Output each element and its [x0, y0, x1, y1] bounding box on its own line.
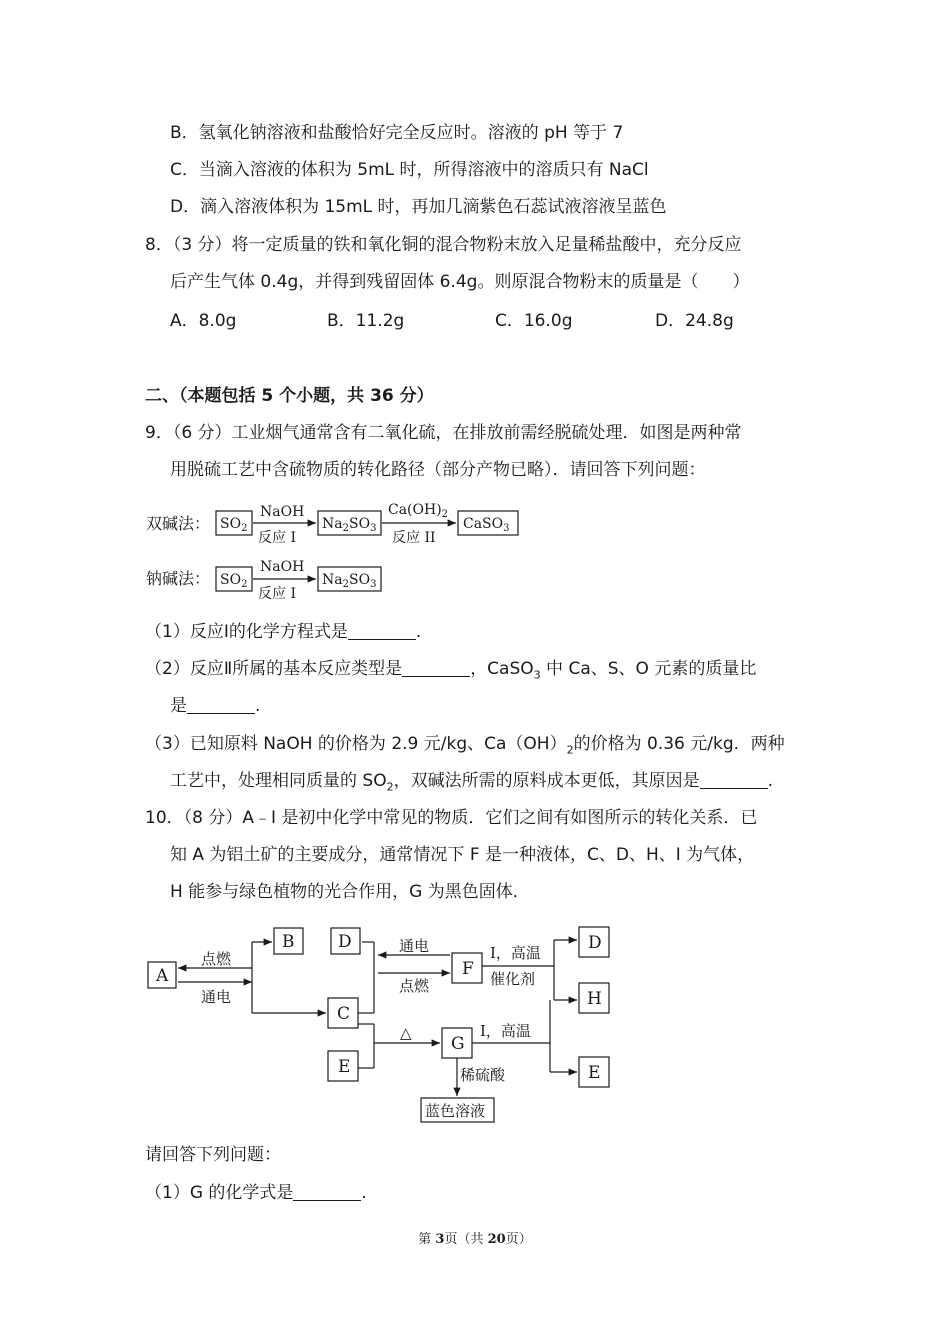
label-a: A [156, 966, 169, 986]
conversion-diagram [140, 918, 620, 1128]
label-acid: 稀硫酸 [460, 1066, 506, 1084]
caoh2-label: $Ca(OH)_2$ [388, 502, 449, 520]
q10-stem-line2: 知 A 为铝土矿的主要成分，通常情况下 F 是一种液体，C、D、H、I 为气体， [170, 845, 755, 865]
label-catalyst: 催化剂 [490, 970, 536, 988]
naoh-label-2: NaOH [260, 559, 305, 575]
q8-option-b: B．11.2g [327, 311, 405, 331]
reaction-2-label: 反应 II [392, 530, 436, 546]
desulfurization-diagram [140, 495, 540, 610]
label-h: H [587, 989, 602, 1009]
label-e-right: E [588, 1063, 601, 1083]
label-b: B [282, 932, 295, 952]
q9-stem-line2: 用脱硫工艺中含硫物质的转化路径（部分产物已略）．请回答下列问题： [170, 460, 706, 480]
label-g: G [451, 1034, 465, 1054]
answer-blank[interactable] [293, 1184, 361, 1201]
sodium-alkali-label: 钠碱法： [146, 569, 211, 588]
label-cond-g: I，高温 [480, 1022, 531, 1040]
q9-stem-line1: 9．（6 分）工业烟气通常含有二氧化硫，在排放前需经脱硫处理．如图是两种常 [145, 423, 742, 443]
label-f: F [462, 959, 474, 979]
q8-option-d: D．24.8g [655, 311, 734, 331]
double-alkali-label: 双碱法： [146, 514, 211, 533]
label-blue-solution: 蓝色溶液 [425, 1102, 486, 1120]
naoh-label-1: NaOH [260, 504, 305, 520]
label-d-left: D [338, 932, 352, 952]
label-e-left: E [338, 1057, 351, 1077]
label-electrolysis-a: 通电 [201, 988, 232, 1006]
svg-text:CaSO3: CaSO$_3$ [463, 516, 510, 534]
q8-option-a: A．8.0g [170, 311, 237, 331]
q9-sub1: （1）反应Ⅰ的化学方程式是 . [145, 622, 422, 642]
q7-option-c: C．当滴入溶液的体积为 5mL 时，所得溶液中的溶质只有 NaCl [170, 160, 649, 180]
answer-blank[interactable] [402, 660, 470, 677]
label-ignite-f: 点燃 [399, 977, 430, 995]
q8-option-c: C．16.0g [495, 311, 573, 331]
svg-text:Na2SO3: $Na_2SO_3$ [322, 516, 377, 534]
q9-sub2-cont: 是 . [170, 696, 261, 716]
q9-sub2: （2）反应Ⅱ所属的基本反应类型是 ，CaSO$_3$ 中 Ca、S、O 元素的质量比 [145, 659, 757, 682]
q7-option-b: B．氢氧化钠溶液和盐酸恰好完全反应时。溶液的 pH 等于 7 [170, 123, 624, 143]
section-title: 二、（本题包括 5 个小题，共 36 分） [145, 386, 434, 406]
q10-stem-line3: H 能参与绿色植物的光合作用，G 为黑色固体． [170, 882, 530, 902]
answer-blank[interactable] [187, 697, 255, 714]
q9-sub3: （3）已知原料 NaOH 的价格为 2.9 元/kg、$Ca(OH)_2$的价格为 0.36 元/kg．两种 [145, 734, 785, 757]
svg-text:Na2SO3: $Na_2SO_3$ [322, 572, 377, 590]
svg-text:SO2: $SO_2$ [220, 572, 248, 590]
label-heat: △ [400, 1024, 412, 1042]
q9-sub3-cont: 工艺中，处理相同质量的 $SO_2$，双碱法所需的原料成本更低，其原因是 . [170, 771, 773, 794]
label-c: C [337, 1004, 351, 1024]
page-footer: 第 3页（共 20页） [418, 1232, 532, 1247]
q8-stem-line2: 后产生气体 0.4g，并得到残留固体 6.4g。则原混合物粉末的质量是（ ） [170, 272, 750, 292]
label-ignite-a: 点燃 [201, 950, 232, 968]
svg-text:SO2: $SO_2$ [220, 516, 248, 534]
label-cond-f: I，高温 [490, 944, 541, 962]
reaction-1-label: 反应 I [258, 530, 296, 546]
label-d-right: D [588, 933, 602, 953]
answer-blank[interactable] [348, 623, 416, 640]
q10-stem-line1: 10．（8 分）A﹣I 是初中化学中常见的物质．它们之间有如图所示的转化关系．已 [145, 808, 758, 828]
answer-blank[interactable] [700, 772, 768, 789]
q7-option-d: D．滴入溶液体积为 15mL 时，再加几滴紫色石蕊试液溶液呈蓝色 [170, 197, 667, 217]
q8-stem-line1: 8．（3 分）将一定质量的铁和氧化铜的混合物粉末放入足量稀盐酸中，充分反应 [145, 235, 742, 255]
q10-prompt: 请回答下列问题： [145, 1145, 281, 1165]
q10-sub1: （1）G 的化学式是 . [145, 1183, 367, 1203]
reaction-1-label-b: 反应 I [258, 586, 296, 602]
label-electrolysis-f: 通电 [399, 937, 430, 955]
